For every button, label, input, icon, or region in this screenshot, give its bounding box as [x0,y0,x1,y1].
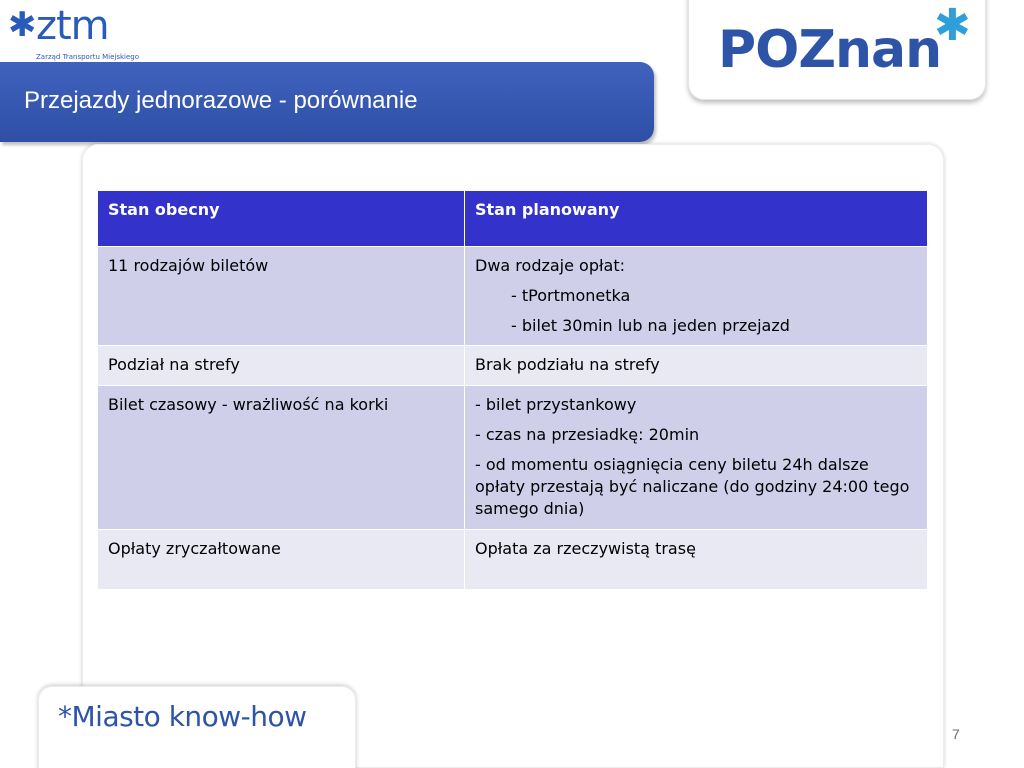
asterisk-icon: * [58,700,72,733]
current-cell: 11 rodzajów biletów [98,247,465,346]
footer-slogan [58,700,307,733]
footer-slogan-text: Miasto know-how [71,700,307,733]
planned-line: - bilet 30min lub na jeden przejazd [511,316,790,335]
ztm-logo-subtitle: Zarząd Transportu Miejskiego [36,53,140,61]
table-row [98,247,928,346]
comparison-table [97,190,928,590]
planned-line: - od momentu osiągnięcia ceny biletu 24h dalsze opłaty przestają być naliczane (do godziny 24:00 tego samego dnia) [475,455,910,518]
table-row [98,346,928,386]
title-banner [0,62,654,142]
header-current-state: Stan obecny [98,191,465,247]
page-number: 7 [952,726,960,742]
planned-line: - tPortmonetka [511,286,631,305]
footer-slogan-box [38,686,356,768]
table-header-row [98,191,928,247]
slide-title: Przejazdy jednorazowe - porównanie [24,87,418,114]
table-row [98,530,928,590]
planned-cell [465,386,928,530]
poznan-logo-box [688,0,986,100]
current-cell: Bilet czasowy - wrażliwość na korki [98,386,465,530]
planned-cell [465,530,928,590]
planned-cell [465,247,928,346]
planned-line: Opłata za rzeczywistą trasę [475,539,696,558]
poznan-logo: POZnan [718,20,942,80]
ztm-logo-word: ztm [36,3,109,49]
planned-line: Brak podziału na strefy [475,355,660,374]
planned-line: - bilet przystankowy [475,395,637,414]
asterisk-icon: ✱ [8,5,37,45]
table-row [98,386,928,530]
current-cell: Podział na strefy [98,346,465,386]
asterisk-icon: ✱ [934,0,971,51]
ztm-logo [8,3,158,64]
current-cell: Opłaty zryczałtowane [98,530,465,590]
planned-line: Dwa rodzaje opłat: [475,256,626,275]
header-planned-state: Stan planowany [465,191,928,247]
planned-cell [465,346,928,386]
planned-line: - czas na przesiadkę: 20min [475,425,700,444]
